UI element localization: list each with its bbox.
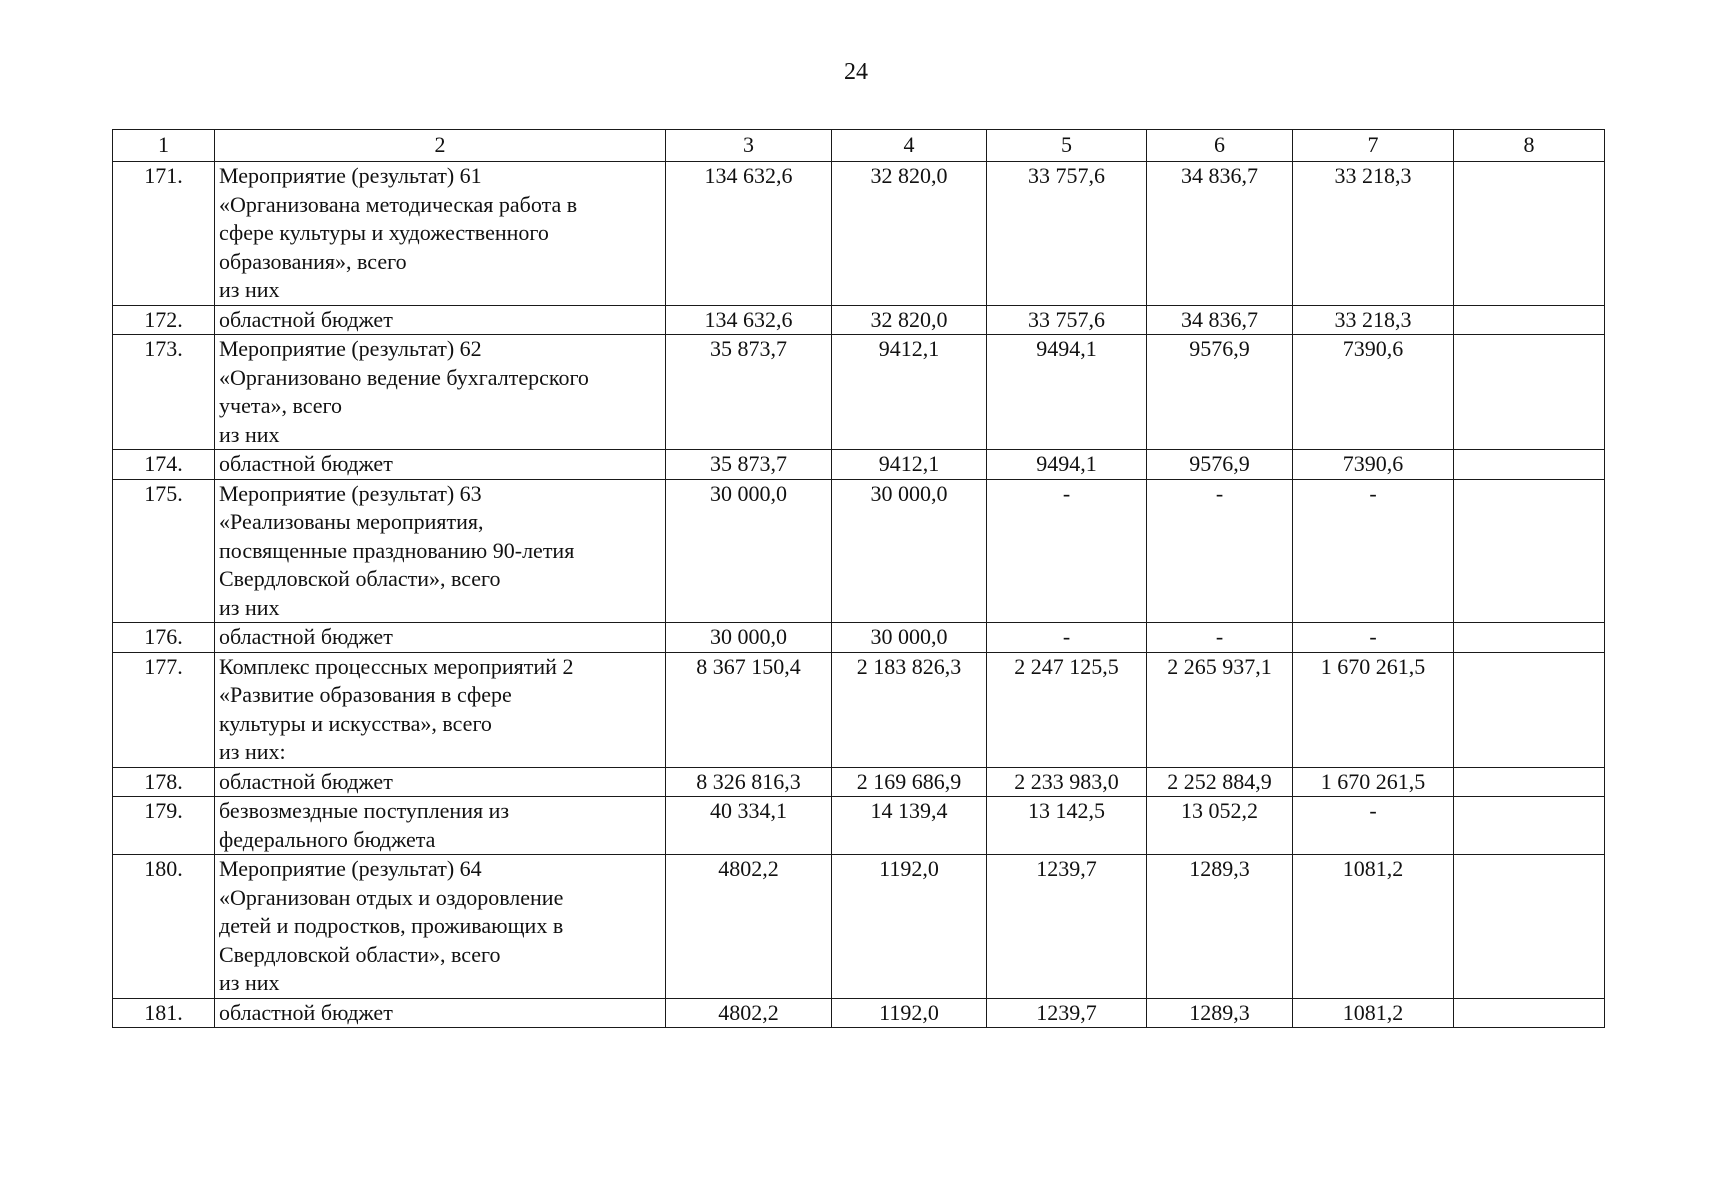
description-line: областной бюджет bbox=[219, 624, 393, 649]
description-line: учета», всего bbox=[219, 393, 343, 418]
row-number: 177. bbox=[113, 652, 215, 767]
value-cell-c7: 1081,2 bbox=[1293, 855, 1454, 999]
description-line: областной бюджет bbox=[219, 306, 393, 332]
value-cell-c5: 33 757,6 bbox=[987, 162, 1147, 306]
table-row bbox=[113, 335, 1605, 450]
row-description bbox=[215, 162, 666, 306]
value-cell-c6: 9576,9 bbox=[1147, 335, 1293, 450]
row-number: 172. bbox=[113, 305, 215, 335]
description-line: Свердловской области», всего bbox=[219, 566, 501, 591]
value-cell-c8 bbox=[1454, 998, 1605, 1028]
value-cell-c7: 33 218,3 bbox=[1293, 162, 1454, 306]
value-cell-c8 bbox=[1454, 855, 1605, 999]
row-number: 173. bbox=[113, 335, 215, 450]
column-header: 6 bbox=[1147, 130, 1293, 162]
value-cell-c3: 8 367 150,4 bbox=[666, 652, 832, 767]
value-cell-c5: 1239,7 bbox=[987, 998, 1147, 1028]
table-row bbox=[113, 479, 1605, 623]
column-header: 1 bbox=[113, 130, 215, 162]
value-cell-c4: 2 183 826,3 bbox=[832, 652, 987, 767]
row-number: 179. bbox=[113, 797, 215, 855]
value-cell-c6: 2 265 937,1 bbox=[1147, 652, 1293, 767]
table-row bbox=[113, 998, 1605, 1028]
value-cell-c7: 1 670 261,5 bbox=[1293, 767, 1454, 797]
row-number: 180. bbox=[113, 855, 215, 999]
row-description bbox=[215, 479, 666, 623]
value-cell-c6: 2 252 884,9 bbox=[1147, 767, 1293, 797]
value-cell-c4: 32 820,0 bbox=[832, 305, 987, 335]
description-line: из них bbox=[219, 970, 280, 995]
value-cell-c8 bbox=[1454, 479, 1605, 623]
row-number: 175. bbox=[113, 479, 215, 623]
row-number: 178. bbox=[113, 767, 215, 797]
value-cell-c4: 2 169 686,9 bbox=[832, 767, 987, 797]
description-line: «Реализованы мероприятия, bbox=[219, 509, 484, 534]
description-line: «Развитие образования в сфере bbox=[219, 682, 512, 707]
value-cell-c6: 1289,3 bbox=[1147, 998, 1293, 1028]
value-cell-c3: 4802,2 bbox=[666, 855, 832, 999]
description-line: из них bbox=[219, 277, 280, 302]
value-cell-c6: 13 052,2 bbox=[1147, 797, 1293, 855]
value-cell-c3: 35 873,7 bbox=[666, 335, 832, 450]
value-cell-c3: 40 334,1 bbox=[666, 797, 832, 855]
description-line: федерального бюджета bbox=[219, 826, 436, 852]
value-cell-c8 bbox=[1454, 623, 1605, 653]
description-line: Мероприятие (результат) 61 bbox=[219, 163, 482, 188]
value-cell-c7: 33 218,3 bbox=[1293, 305, 1454, 335]
value-cell-c5: - bbox=[987, 479, 1147, 623]
table-body bbox=[113, 130, 1605, 1028]
value-cell-c8 bbox=[1454, 162, 1605, 306]
description-line: из них bbox=[219, 421, 280, 447]
table-row bbox=[113, 162, 1605, 306]
row-description bbox=[215, 652, 666, 767]
value-cell-c8 bbox=[1454, 652, 1605, 767]
value-cell-c6: 9576,9 bbox=[1147, 450, 1293, 480]
value-cell-c6: - bbox=[1147, 479, 1293, 623]
value-cell-c7: 7390,6 bbox=[1293, 335, 1454, 450]
value-cell-c4: 1192,0 bbox=[832, 855, 987, 999]
value-cell-c4: 30 000,0 bbox=[832, 623, 987, 653]
row-description bbox=[215, 797, 666, 855]
value-cell-c8 bbox=[1454, 767, 1605, 797]
value-cell-c4: 1192,0 bbox=[832, 998, 987, 1028]
row-description bbox=[215, 450, 666, 480]
description-line: из них: bbox=[219, 739, 286, 764]
description-line: Свердловской области», всего bbox=[219, 941, 501, 967]
value-cell-c8 bbox=[1454, 797, 1605, 855]
row-number: 171. bbox=[113, 162, 215, 306]
description-line: «Организован отдых и оздоровление bbox=[219, 884, 564, 910]
value-cell-c3: 134 632,6 bbox=[666, 162, 832, 306]
row-description bbox=[215, 855, 666, 999]
table-row bbox=[113, 623, 1605, 653]
row-number: 181. bbox=[113, 998, 215, 1028]
row-description bbox=[215, 767, 666, 797]
value-cell-c5: 1239,7 bbox=[987, 855, 1147, 999]
description-line: Мероприятие (результат) 64 bbox=[219, 856, 482, 881]
description-line: областной бюджет bbox=[219, 451, 393, 476]
value-cell-c3: 4802,2 bbox=[666, 998, 832, 1028]
row-description bbox=[215, 623, 666, 653]
column-header: 7 bbox=[1293, 130, 1454, 162]
header-row bbox=[113, 130, 1605, 162]
value-cell-c7: - bbox=[1293, 797, 1454, 855]
value-cell-c5: 9494,1 bbox=[987, 450, 1147, 480]
value-cell-c4: 14 139,4 bbox=[832, 797, 987, 855]
value-cell-c5: 2 247 125,5 bbox=[987, 652, 1147, 767]
row-number: 176. bbox=[113, 623, 215, 653]
value-cell-c5: 33 757,6 bbox=[987, 305, 1147, 335]
column-header: 3 bbox=[666, 130, 832, 162]
value-cell-c3: 35 873,7 bbox=[666, 450, 832, 480]
table-row bbox=[113, 652, 1605, 767]
value-cell-c6: - bbox=[1147, 623, 1293, 653]
column-header: 5 bbox=[987, 130, 1147, 162]
value-cell-c5: 2 233 983,0 bbox=[987, 767, 1147, 797]
value-cell-c5: - bbox=[987, 623, 1147, 653]
value-cell-c3: 8 326 816,3 bbox=[666, 767, 832, 797]
description-line: образования», всего bbox=[219, 248, 407, 274]
description-line: Мероприятие (результат) 63 bbox=[219, 480, 482, 506]
description-line: «Организовано ведение бухгалтерского bbox=[219, 364, 589, 390]
value-cell-c7: 1 670 261,5 bbox=[1293, 652, 1454, 767]
value-cell-c5: 9494,1 bbox=[987, 335, 1147, 450]
value-cell-c3: 134 632,6 bbox=[666, 305, 832, 335]
row-description bbox=[215, 335, 666, 450]
value-cell-c3: 30 000,0 bbox=[666, 623, 832, 653]
table-row bbox=[113, 450, 1605, 480]
value-cell-c6: 34 836,7 bbox=[1147, 162, 1293, 306]
description-line: безвозмездные поступления из bbox=[219, 798, 510, 823]
value-cell-c7: - bbox=[1293, 623, 1454, 653]
value-cell-c6: 34 836,7 bbox=[1147, 305, 1293, 335]
value-cell-c6: 1289,3 bbox=[1147, 855, 1293, 999]
value-cell-c4: 9412,1 bbox=[832, 450, 987, 480]
description-line: сфере культуры и художественного bbox=[219, 220, 549, 245]
description-line: культуры и искусства», всего bbox=[219, 710, 492, 736]
column-header: 4 bbox=[832, 130, 987, 162]
page-number: 24 bbox=[844, 59, 868, 85]
description-line: Комплекс процессных мероприятий 2 bbox=[219, 653, 574, 679]
value-cell-c5: 13 142,5 bbox=[987, 797, 1147, 855]
value-cell-c8 bbox=[1454, 450, 1605, 480]
description-line: Мероприятие (результат) 62 bbox=[219, 336, 482, 361]
table-row bbox=[113, 855, 1605, 999]
value-cell-c8 bbox=[1454, 305, 1605, 335]
column-header: 2 bbox=[215, 130, 666, 162]
description-line: «Организована методическая работа в bbox=[219, 191, 578, 217]
table-row bbox=[113, 767, 1605, 797]
row-number: 174. bbox=[113, 450, 215, 480]
value-cell-c7: 1081,2 bbox=[1293, 998, 1454, 1028]
value-cell-c7: - bbox=[1293, 479, 1454, 623]
value-cell-c4: 32 820,0 bbox=[832, 162, 987, 306]
table-row bbox=[113, 305, 1605, 335]
value-cell-c4: 30 000,0 bbox=[832, 479, 987, 623]
description-line: из них bbox=[219, 594, 280, 620]
value-cell-c8 bbox=[1454, 335, 1605, 450]
table-row bbox=[113, 797, 1605, 855]
row-description bbox=[215, 305, 666, 335]
description-line: областной бюджет bbox=[219, 768, 393, 794]
value-cell-c3: 30 000,0 bbox=[666, 479, 832, 623]
budget-table bbox=[112, 129, 1605, 1028]
description-line: детей и подростков, проживающих в bbox=[219, 913, 564, 938]
column-header: 8 bbox=[1454, 130, 1605, 162]
row-description bbox=[215, 998, 666, 1028]
value-cell-c4: 9412,1 bbox=[832, 335, 987, 450]
description-line: областной бюджет bbox=[219, 999, 393, 1025]
description-line: посвященные празднованию 90-летия bbox=[219, 537, 575, 563]
value-cell-c7: 7390,6 bbox=[1293, 450, 1454, 480]
